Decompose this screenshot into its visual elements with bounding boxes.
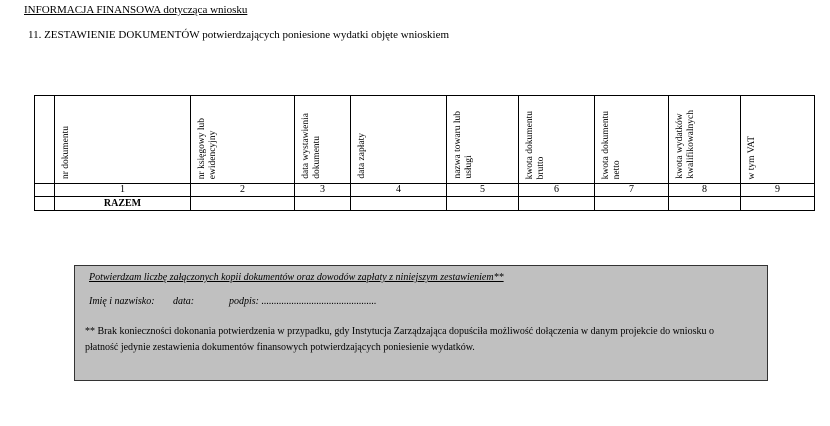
signature-line [89, 296, 377, 307]
column-number: 8 [669, 184, 741, 197]
section-title: INFORMACJA FINANSOWA dotycząca wniosku [24, 4, 248, 16]
column-header: kwota dokumentu brutto [519, 96, 595, 184]
total-row [35, 197, 815, 211]
footnote: ** Brak konieczności dokonania potwierdzenia w przypadku, gdy Instytucja Zarządzająca dopuściła możliwość dołączenia w danym projekcie do wniosku o płatność jedynie zestawienia dokumentów finansowych potwierdzających poniesienie wydatków. [85, 326, 714, 353]
column-header: kwota wydatków kwalifikowalnych [669, 96, 741, 184]
total-cell[interactable] [669, 197, 741, 211]
total-label: RAZEM [55, 197, 191, 211]
column-header: data wystawienia dokumentu [295, 96, 351, 184]
total-cell[interactable] [295, 197, 351, 211]
column-header: nazwa towaru lub usługi [447, 96, 519, 184]
column-header: nr dokumentu [55, 96, 191, 184]
column-number: 1 [55, 184, 191, 197]
confirmation-box [74, 265, 768, 381]
total-cell[interactable] [741, 197, 815, 211]
column-number: 7 [595, 184, 669, 197]
column-header: kwota dokumentu netto [595, 96, 669, 184]
name-label: Imię i nazwisko: [89, 296, 155, 307]
column-number: 6 [519, 184, 595, 197]
total-cell[interactable] [519, 197, 595, 211]
total-cell[interactable] [447, 197, 519, 211]
column-number: 3 [295, 184, 351, 197]
column-number-row [35, 184, 815, 197]
total-cell[interactable] [191, 197, 295, 211]
total-cell[interactable] [595, 197, 669, 211]
column-number: 2 [191, 184, 295, 197]
column-header: w tym VAT [741, 96, 815, 184]
blank-cell [35, 96, 55, 184]
column-number: 5 [447, 184, 519, 197]
blank-cell [35, 184, 55, 197]
column-number: 9 [741, 184, 815, 197]
column-header: nr księgowy lub ewidencyjny [191, 96, 295, 184]
column-number: 4 [351, 184, 447, 197]
blank-cell [35, 197, 55, 211]
column-header: data zapłaty [351, 96, 447, 184]
confirmation-statement: Potwierdzam liczbę załączonych kopii dokumentów oraz dowodów zapłaty z niniejszym zestawieniem** [89, 272, 504, 283]
total-cell[interactable] [351, 197, 447, 211]
subsection-title: 11. ZESTAWIENIE DOKUMENTÓW potwierdzających poniesione wydatki objęte wnioskiem [28, 29, 450, 41]
signature-label: podpis: .............................................. [229, 296, 377, 307]
date-label: data: [173, 296, 195, 307]
table-header-row [35, 96, 815, 184]
documents-table [34, 95, 815, 211]
